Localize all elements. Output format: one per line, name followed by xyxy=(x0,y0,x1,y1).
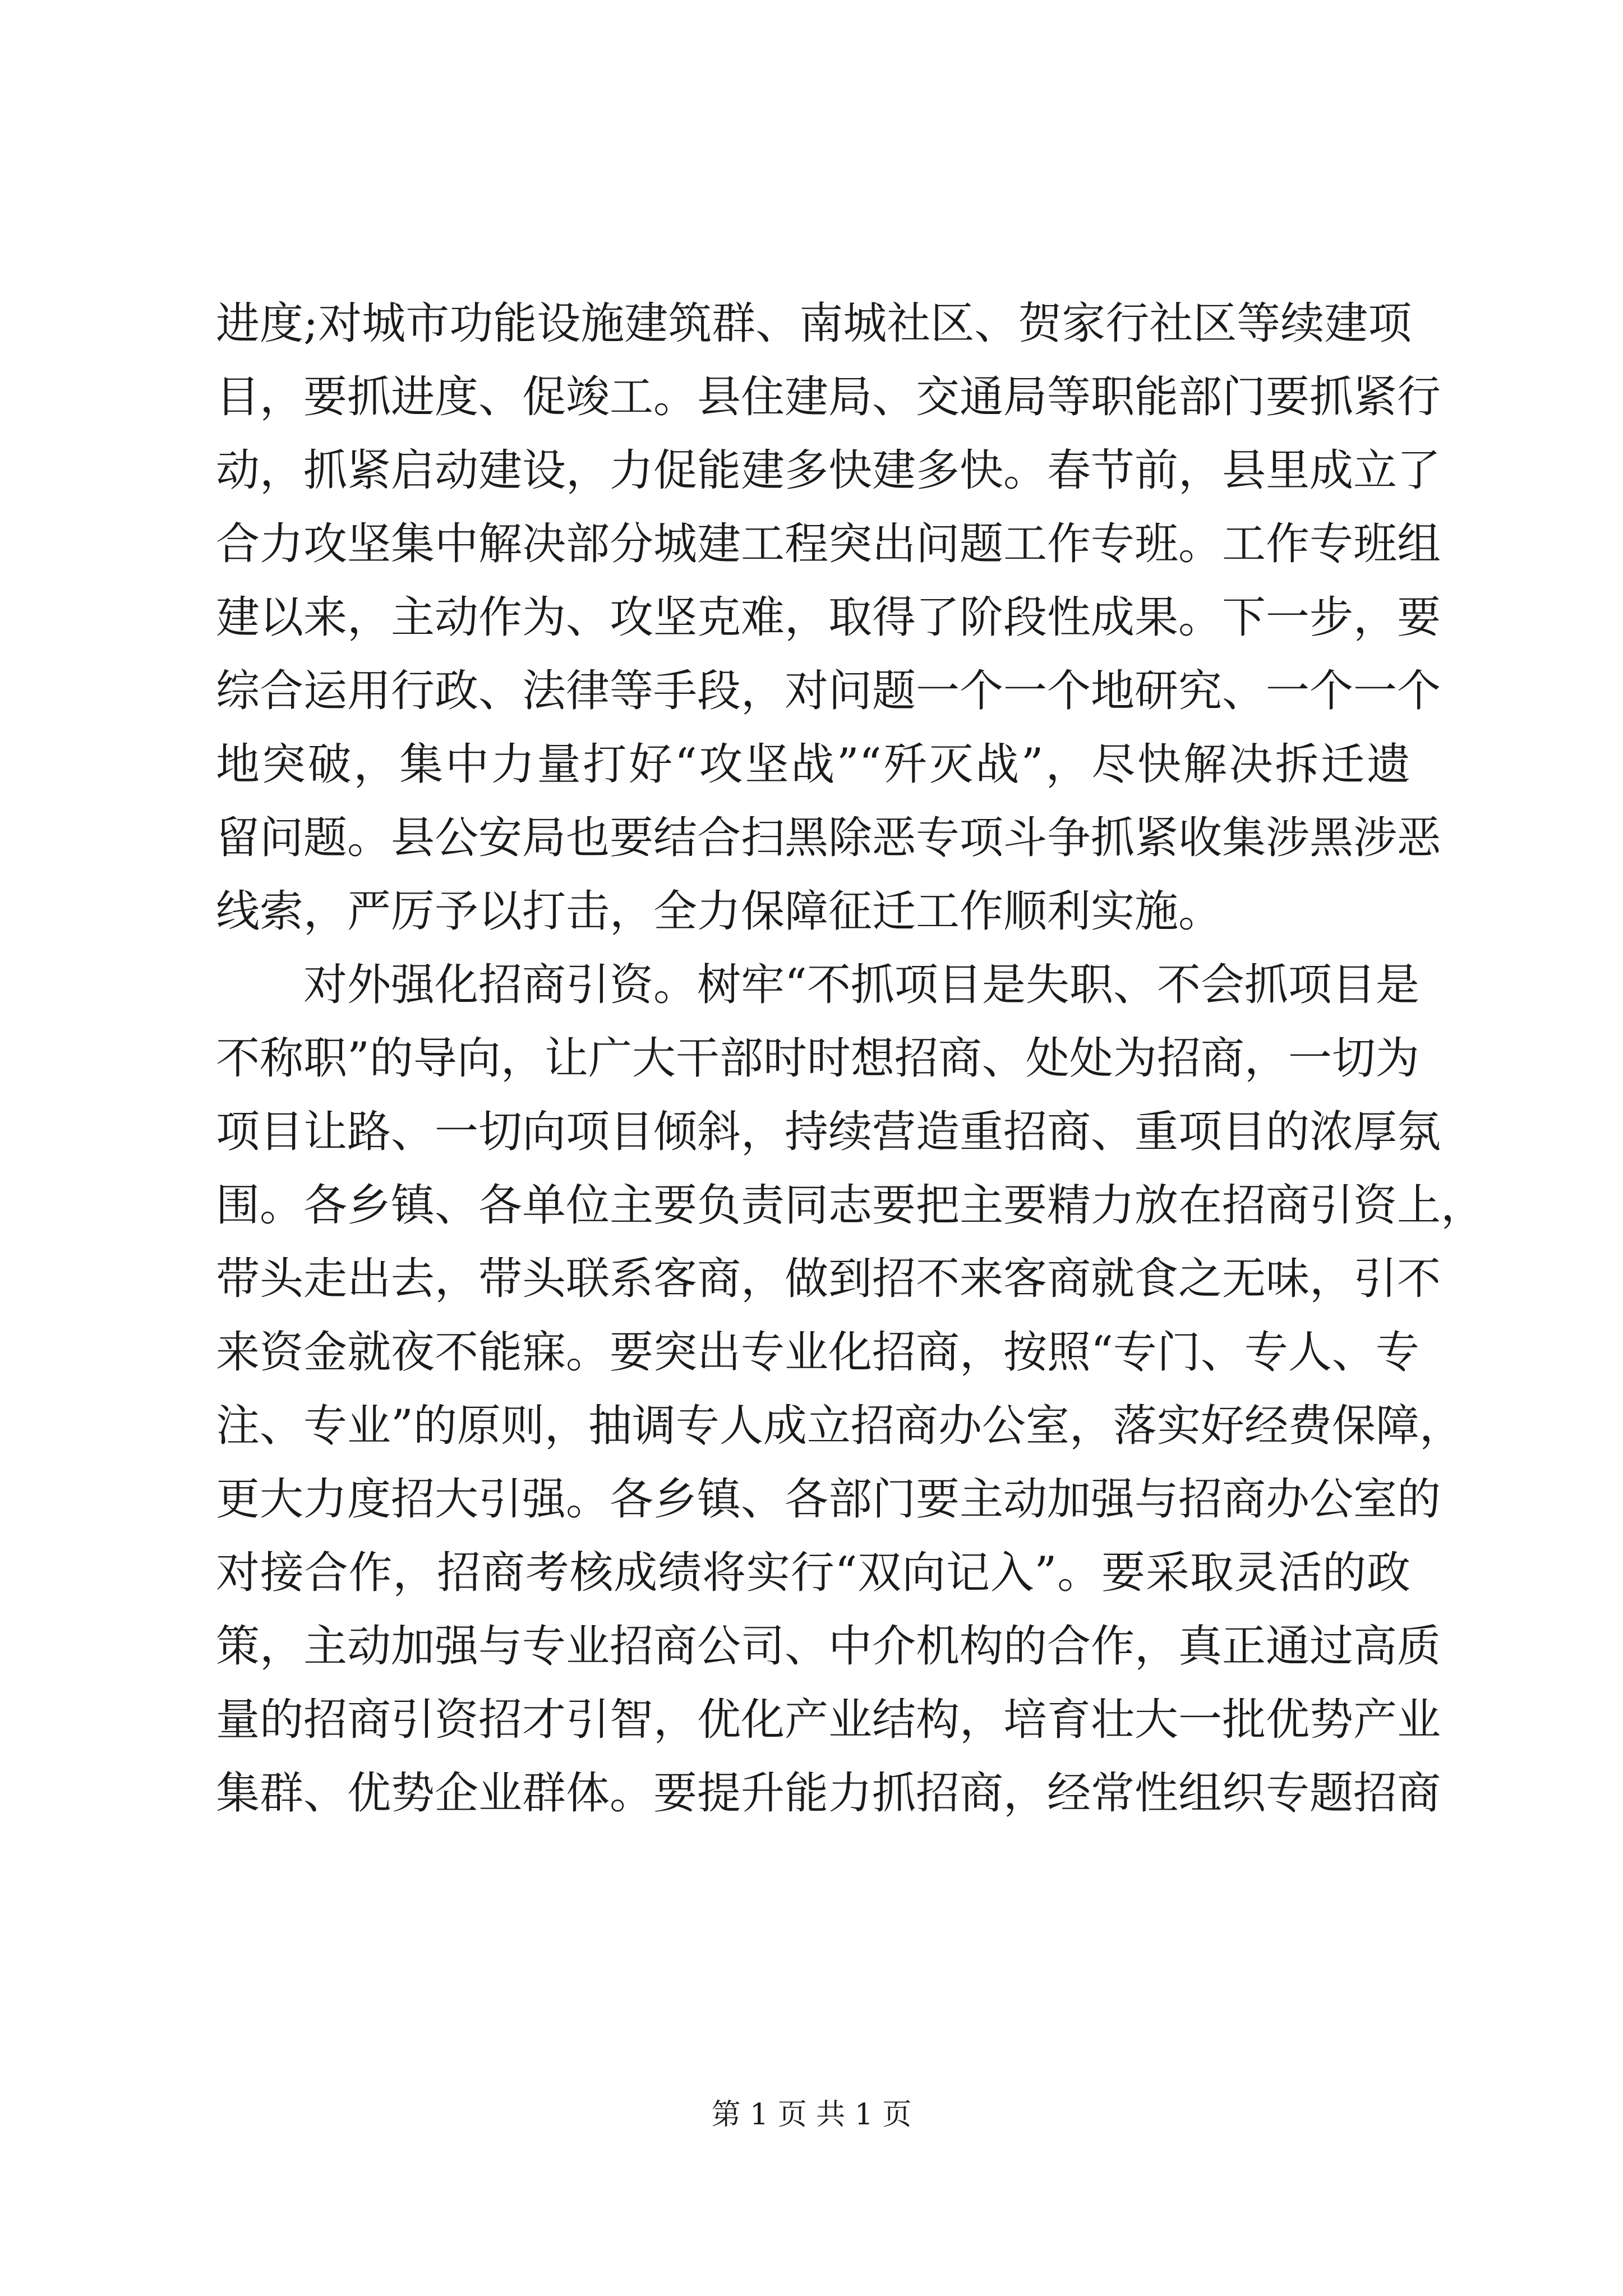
text-line: 建以来，主动作为、攻坚克难，取得了阶段性成果。下一步，要 xyxy=(216,592,1441,643)
text-line: 来资金就夜不能寐。要突出专业化招商，按照“专门、专人、专 xyxy=(216,1327,1419,1378)
text-line: 量的招商引资招才引智，优化产业结构，培育壮大一批优势产业 xyxy=(216,1695,1441,1745)
text-line: 更大力度招大引强。各乡镇、各部门要主动加强与招商办公室的 xyxy=(216,1474,1441,1525)
paragraph-1 xyxy=(216,287,1441,949)
text-line: 策，主动加强与专业招商公司、中介机构的合作，真正通过高质 xyxy=(216,1621,1441,1672)
text-line: 围。各乡镇、各单位主要负责同志要把主要精力放在招商引资上， xyxy=(216,1180,1485,1231)
text-line: 动，抓紧启动建设，力促能建多快建多快。春节前，县里成立了 xyxy=(216,445,1441,496)
text-line: 注、专业”的原则，抽调专人成立招商办公室，落实好经费保障， xyxy=(216,1401,1463,1451)
paragraph-2 xyxy=(216,949,1485,1830)
text-line: 带头走出去，带头联系客商，做到招不来客商就食之无味，引不 xyxy=(216,1254,1441,1304)
document-body xyxy=(216,287,1485,1830)
text-line: 对外强化招商引资。树牢“不抓项目是失职、不会抓项目是 xyxy=(303,960,1419,1010)
text-line: 目，要抓进度、促竣工。县住建局、交通局等职能部门要抓紧行 xyxy=(216,372,1441,422)
text-line: 进度;对城市功能设施建筑群、南城社区、贺家行社区等续建项 xyxy=(216,298,1412,349)
text-line: 地突破，集中力量打好“攻坚战”“歼灭战”，尽快解决拆迁遗 xyxy=(216,739,1410,790)
text-line: 对接合作，招商考核成绩将实行“双向记入”。要采取灵活的政 xyxy=(216,1548,1410,1598)
text-line: 不称职”的导向，让广大干部时时想招商、处处为招商，一切为 xyxy=(216,1033,1419,1084)
text-line: 集群、优势企业群体。要提升能力抓招商，经常性组织专题招商 xyxy=(216,1768,1441,1819)
text-line: 留问题。县公安局也要结合扫黑除恶专项斗争抓紧收集涉黑涉恶 xyxy=(216,813,1441,863)
page-number-footer: 第 1 页 共 1 页 xyxy=(711,2098,912,2132)
text-line: 合力攻坚集中解决部分城建工程突出问题工作专班。工作专班组 xyxy=(216,519,1441,569)
text-line: 项目让路、一切向项目倾斜，持续营造重招商、重项目的浓厚氛 xyxy=(216,1107,1441,1157)
text-line: 综合运用行政、法律等手段，对问题一个一个地研究、一个一个 xyxy=(216,666,1441,716)
text-line: 线索，严厉予以打击，全力保障征迁工作顺利实施。 xyxy=(216,886,1223,937)
